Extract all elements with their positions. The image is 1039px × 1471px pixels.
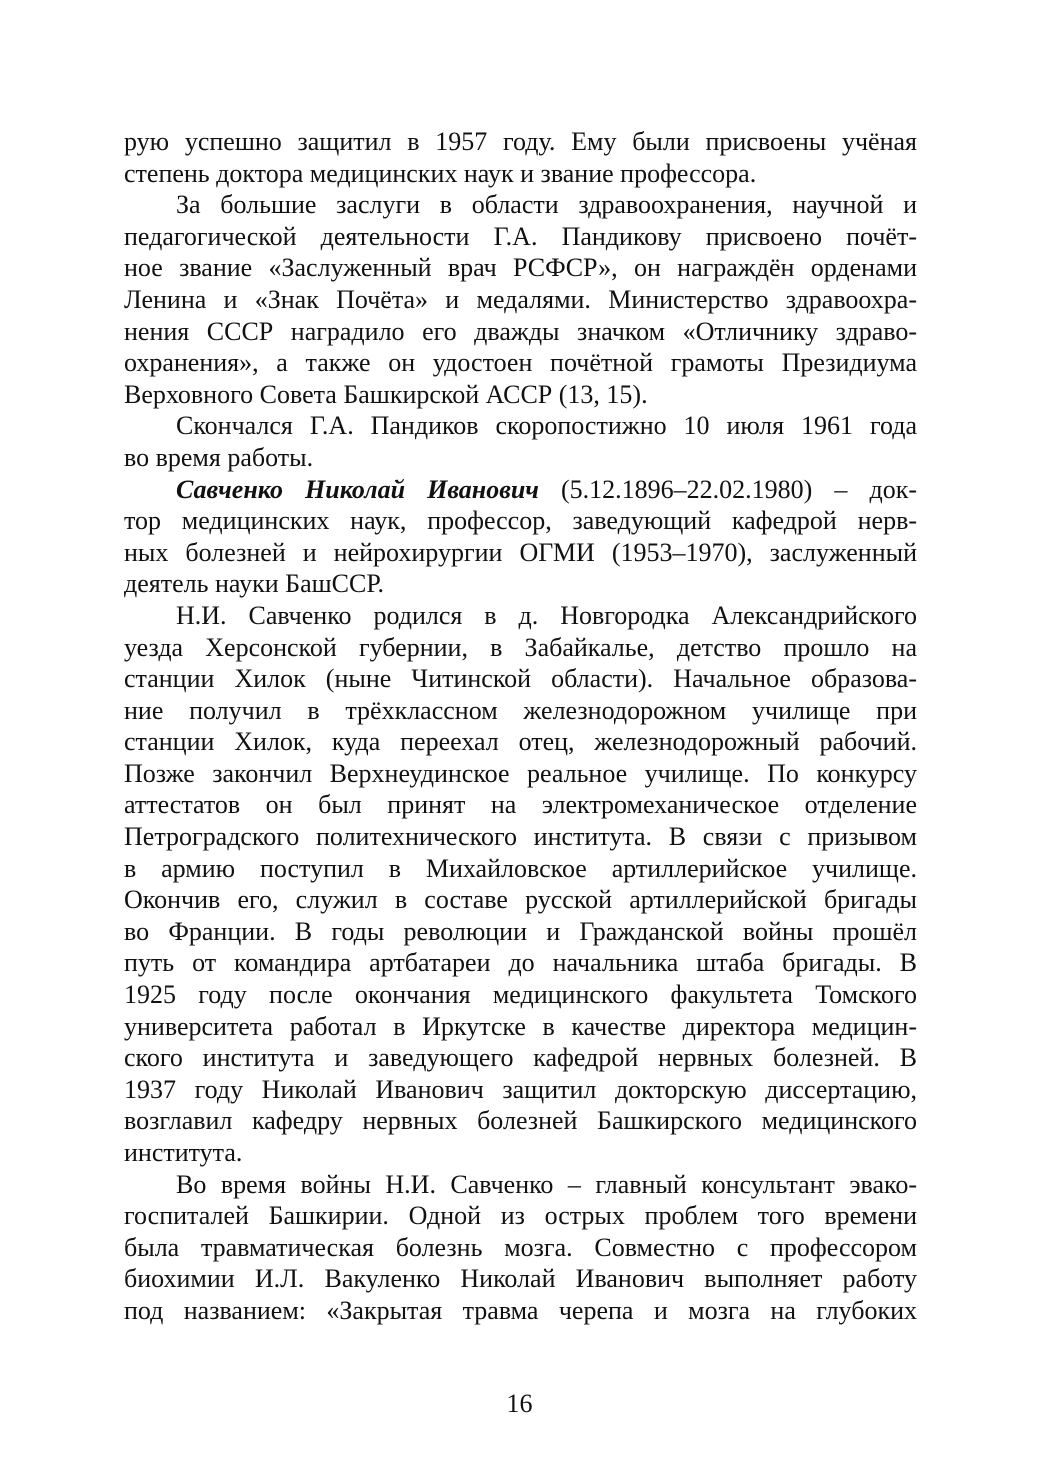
text-line: нения СССР наградило его дважды значком «Отличнику здраво- xyxy=(124,316,917,346)
person-name: Савченко Николай Иванович xyxy=(176,474,539,504)
text-line: Петроградского политехнического института. В связи с призывом xyxy=(124,822,917,852)
text-line: Ленина и «Знак Почёта» и медалями. Министерство здравоохра- xyxy=(124,284,917,314)
text-line: во время работы. xyxy=(124,442,314,472)
text-line: путь от командира артбатареи до начальника штаба бригады. В xyxy=(124,948,917,978)
text-line: деятель науки БашССР. xyxy=(124,569,385,599)
text-line: уезда Херсонской губернии, в Забайкалье, детство прошло на xyxy=(124,632,917,662)
entry-first-line xyxy=(124,474,917,506)
text-line: института. xyxy=(124,1138,243,1167)
text-line: станции Хилок, куда переехал отец, железнодорожный рабочий. xyxy=(124,727,917,757)
text-line: под названием: «Закрытая травма черепа и мозга на глубоких xyxy=(124,1295,917,1325)
text-line: ное звание «Заслуженный врач РСФСР», он награждён орденами xyxy=(124,253,917,283)
text-line: степень доктора медицинских наук и звание профессора. xyxy=(124,158,757,188)
body-text xyxy=(124,126,917,1327)
text-line: аттестатов он был принят на электромеханическое отделение xyxy=(124,790,917,820)
life-dates: (5.12.1896–22.02.1980) – док- xyxy=(538,474,917,504)
page-number: 16 xyxy=(506,1389,533,1418)
text-line: биохимии И.Л. Вакуленко Николай Иванович выполняет работу xyxy=(124,1264,917,1294)
paragraph xyxy=(124,126,917,189)
text-line: возглавил кафедру нервных болезней Башкирского медицинского xyxy=(124,1106,917,1136)
text-line: тор медицинских наук, профессор, заведующий кафедрой нерв- xyxy=(124,506,917,536)
paragraph xyxy=(124,410,917,473)
text-line: в армию поступил в Михайловское артиллерийское училище. xyxy=(124,853,917,883)
text-line: ского института и заведующего кафедрой нервных болезней. В xyxy=(124,1043,917,1073)
text-line: Позже закончил Верхнеудинское реальное училище. По конкурсу xyxy=(124,758,917,788)
text-line: университета работал в Иркутске в качестве директора медицин- xyxy=(124,1011,917,1041)
text-line: педагогической деятельности Г.А. Пандикову присвоено почёт- xyxy=(124,221,917,251)
text-line: 1937 году Николай Иванович защитил докторскую диссертацию, xyxy=(124,1074,917,1104)
text-line: станции Хилок (ныне Читинской области). Начальное образова- xyxy=(124,664,917,694)
paragraph xyxy=(124,189,917,410)
text-line: ние получил в трёхклассном железнодорожном училище при xyxy=(124,695,917,725)
paragraph xyxy=(124,1169,917,1327)
text-line: ных болезней и нейрохирургии ОГМИ (1953–1970), заслуженный xyxy=(124,537,917,567)
text-line: За большие заслуги в области здравоохранения, научной и xyxy=(176,190,917,220)
text-line: Окончив его, служил в составе русской артиллерийской бригады xyxy=(124,885,917,915)
text-line: Н.И. Савченко родился в д. Новгородка Александрийского xyxy=(176,600,917,630)
text-line: госпиталей Башкирии. Одной из острых проблем того времени xyxy=(124,1201,917,1231)
text-line: Верховного Совета Башкирской АССР (13, 15). xyxy=(124,379,648,409)
text-line: во Франции. В годы революции и Гражданской войны прошёл xyxy=(124,916,917,946)
text-line: была травматическая болезнь мозга. Совместно с профессором xyxy=(124,1232,917,1262)
text-line: Во время войны Н.И. Савченко – главный консультант эвако- xyxy=(176,1169,917,1199)
text-line: 1925 году после окончания медицинского факультета Томского xyxy=(124,980,917,1010)
biography-entry xyxy=(124,474,917,600)
paragraph xyxy=(124,600,917,1169)
text-line: Скончался Г.А. Пандиков скоропостижно 10 июля 1961 года xyxy=(176,411,917,441)
text-line: рую успешно защитил в 1957 году. Ему были присвоены учёная xyxy=(124,127,917,156)
text-line: охранения», а также он удостоен почётной грамоты Президиума xyxy=(124,348,917,378)
